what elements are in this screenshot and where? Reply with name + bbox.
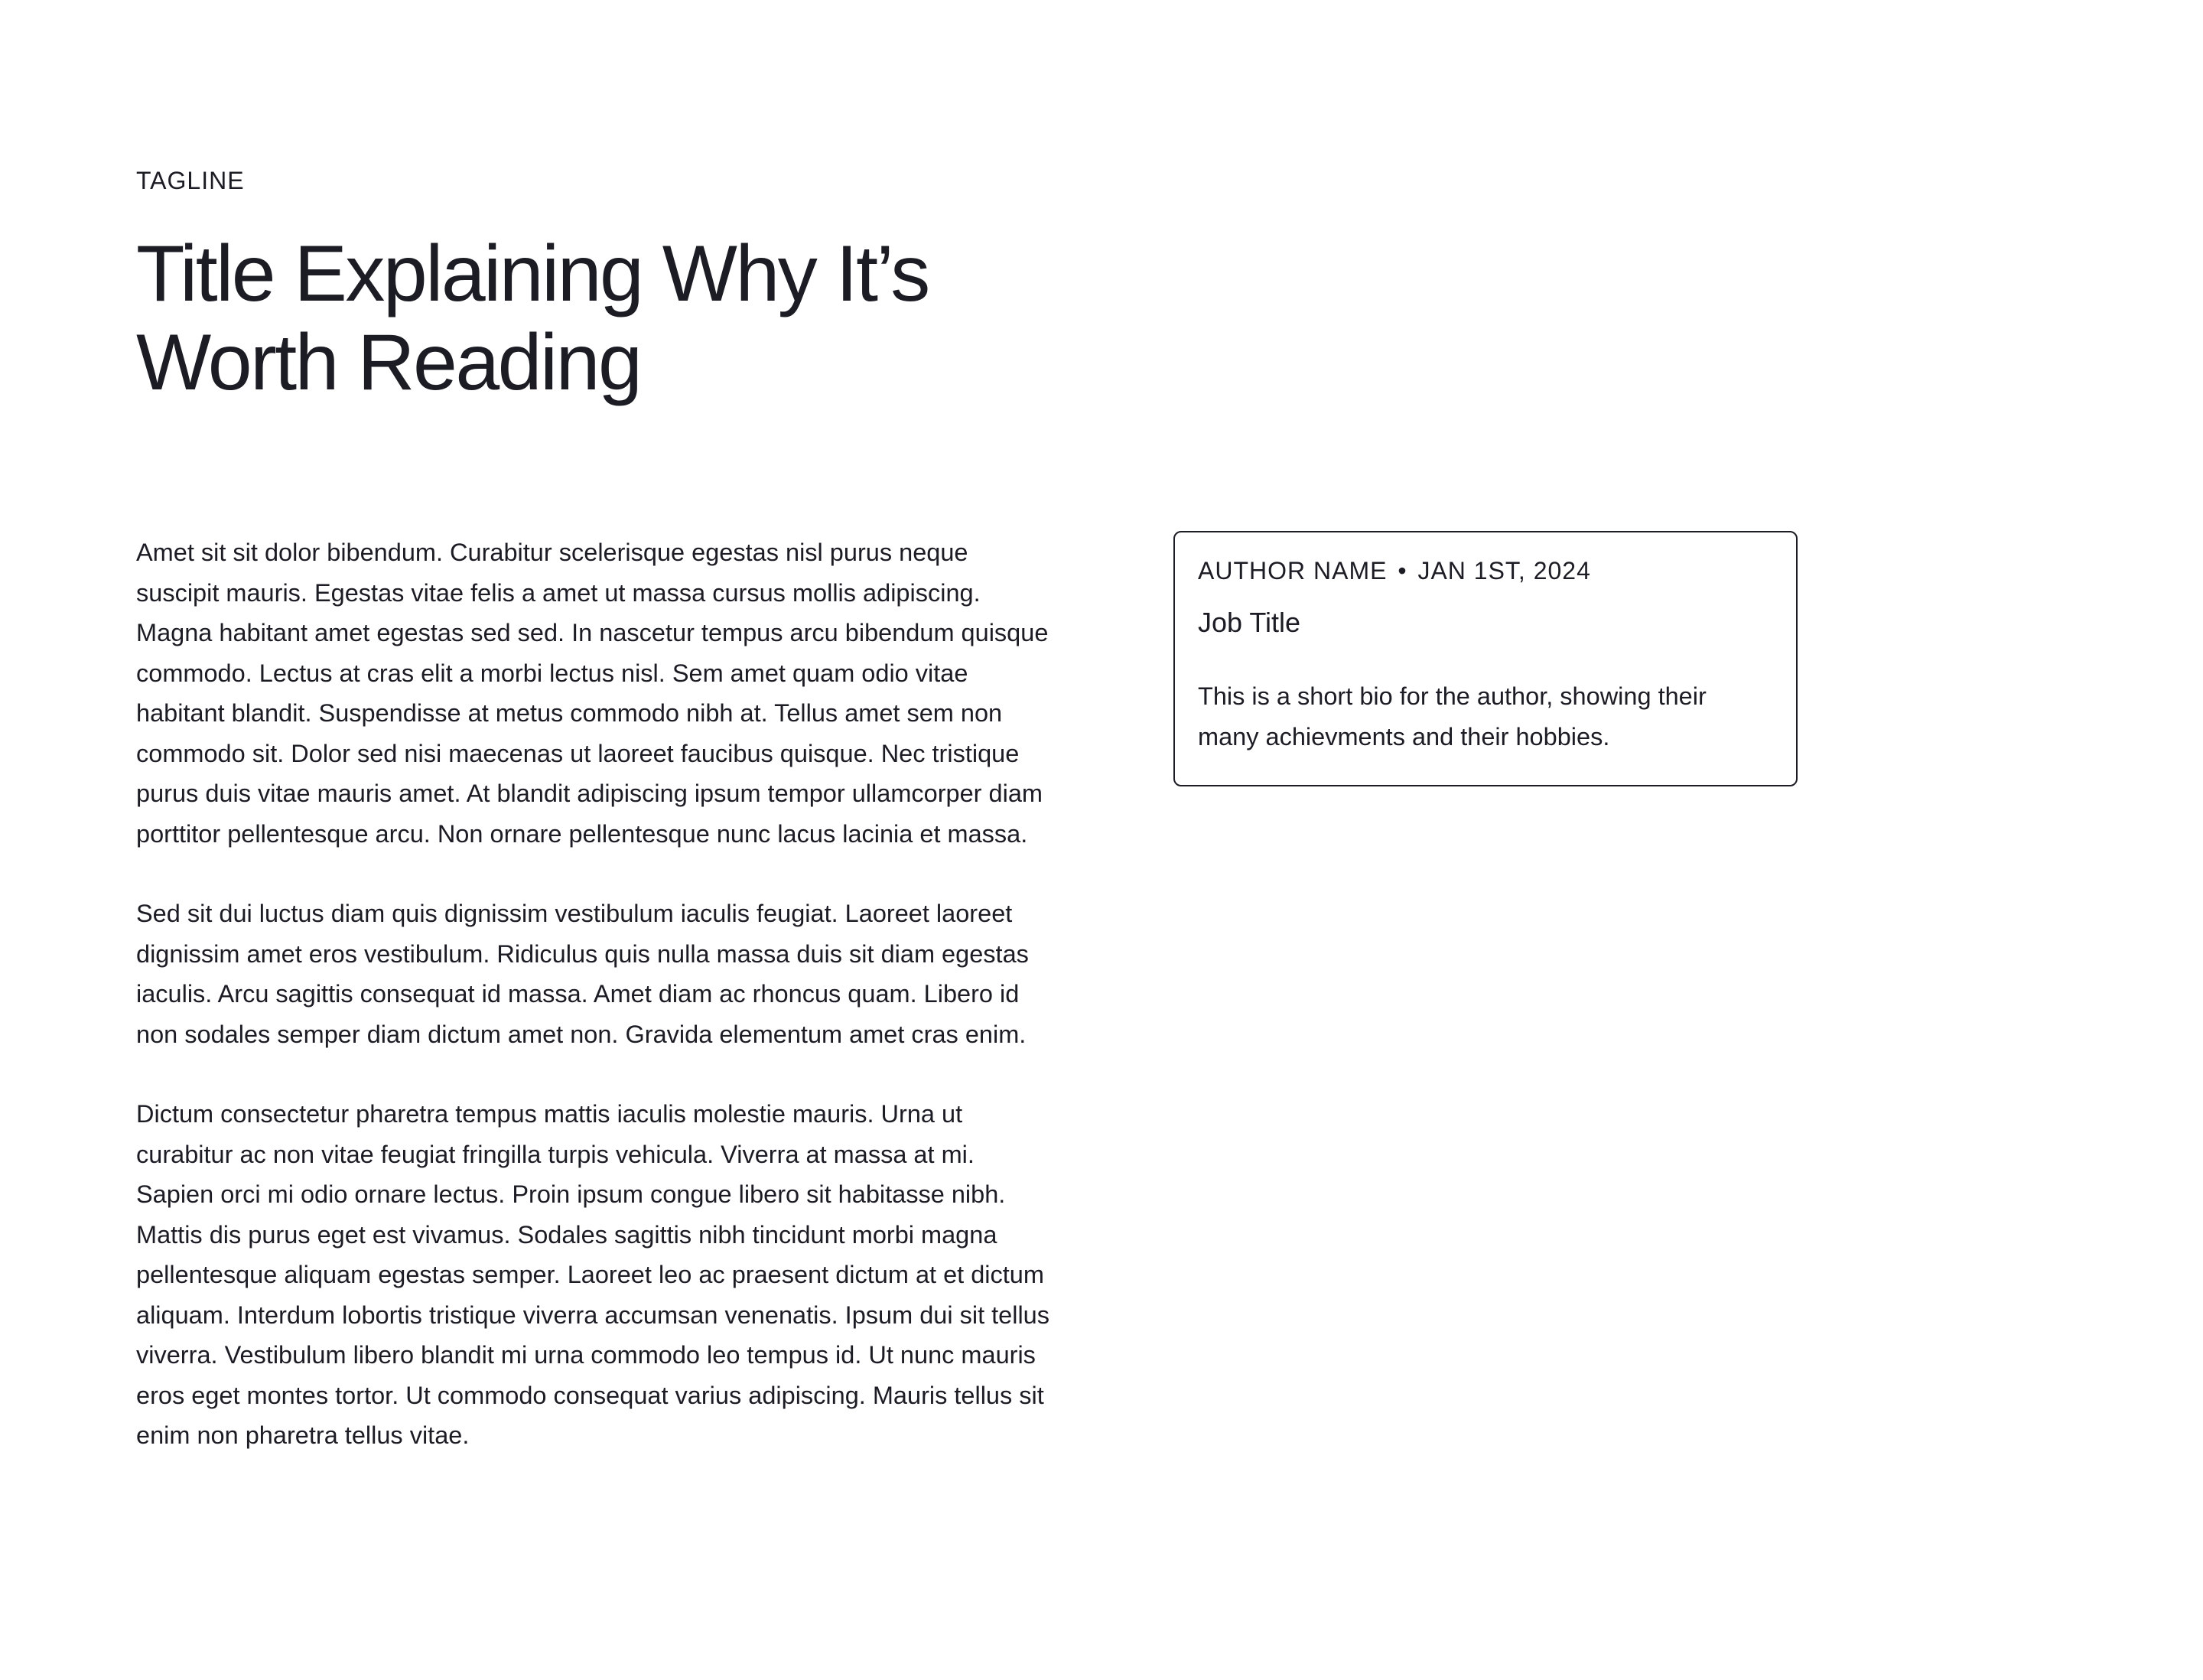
author-card: [1173, 531, 1798, 786]
author-meta: [1198, 554, 1773, 588]
author-job-title: Job Title: [1198, 607, 1301, 638]
tagline: TAGLINE: [136, 167, 245, 194]
author-bio: This is a short bio for the author, showing their many achievments and their hobbies.: [1198, 682, 1707, 750]
author-name: AUTHOR NAME: [1198, 557, 1388, 584]
article-paragraph-2: Sed sit dui luctus diam quis dignissim vestibulum iaculis feugiat. Laoreet laoreet dignissim amet eros vestibulum. Ridiculus quis nulla massa duis sit diam egestas iaculis. Arcu sagittis consequat id massa. Amet diam ac rhoncus quam. Libero id non sodales semper diam dictum amet non. Gravida elementum amet cras enim.: [136, 900, 1029, 1048]
page-title-line-1: Title Explaining Why It’s: [136, 230, 929, 318]
article-body: [136, 532, 1054, 1496]
article-paragraph-1: Amet sit sit dolor bibendum. Curabitur scelerisque egestas nisl purus neque suscipit mauris. Egestas vitae felis a amet ut massa cursus mollis adipiscing. Magna habitant amet egestas sed sed. In nascetur tempus arcu bibendum quisque commodo. Lectus at cras elit a morbi lectus nisl. Sem amet quam odio vitae habitant blandit. Suspendisse at metus commodo nibh at. Tellus amet sem non commodo sit. Dolor sed nisi maecenas ut laoreet faucibus quisque. Nec tristique purus duis vitae mauris amet. At blandit adipiscing ipsum tempor ullamcorper diam porttitor pellentesque arcu. Non ornare pellentesque nunc lacus lacinia et massa.: [136, 539, 1049, 848]
article-page: [136, 0, 2067, 1680]
page-title-line-2: Worth Reading: [136, 318, 641, 407]
publish-date: JAN 1ST, 2024: [1417, 557, 1591, 584]
article-paragraph-3: Dictum consectetur pharetra tempus mattis iaculis molestie mauris. Urna ut curabitur ac non vitae feugiat fringilla turpis vehicula. Viverra at massa at mi. Sapien orci mi odio ornare lectus. Proin ipsum congue libero sit habitasse nibh. Mattis dis purus eget est vivamus. Sodales sagittis nibh tincidunt morbi magna pellentesque aliquam egestas semper. Laoreet leo ac praesent dictum at et dictum aliquam. Interdum lobortis tristique viverra accumsan venenatis. Ipsum dui sit tellus viverra. Vestibulum libero blandit mi urna commodo leo tempus id. Ut nunc mauris eros eget montes tortor. Ut commodo consequat varius adipiscing. Mauris tellus sit enim non pharetra tellus vitae.: [136, 1100, 1049, 1449]
page-title: [136, 230, 1100, 407]
meta-separator: •: [1398, 557, 1407, 584]
